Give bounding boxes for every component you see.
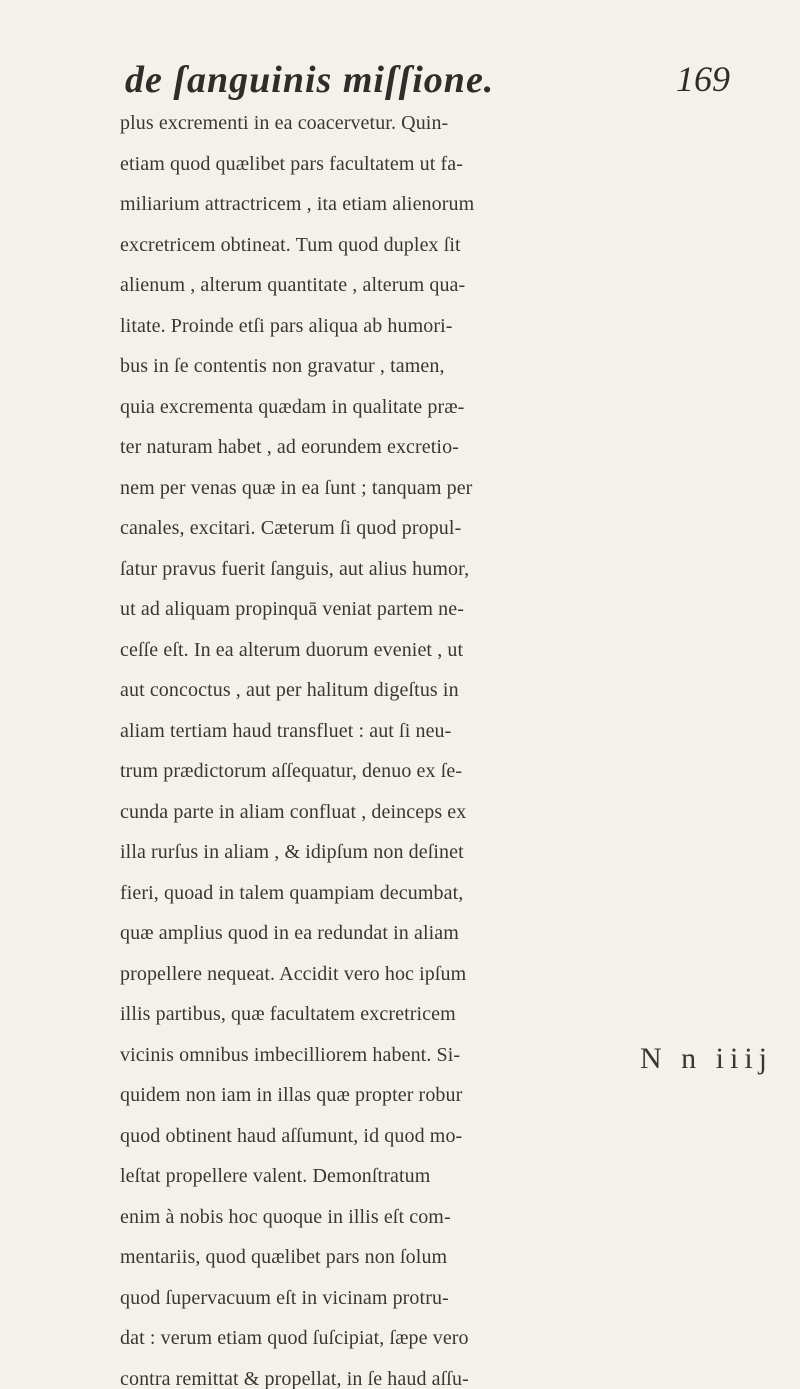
text-line: cunda parte in aliam confluat , deinceps ex: [120, 800, 467, 823]
text-line: excretricem obtineat. Tum quod duplex ſit: [120, 233, 461, 256]
text-line: illis partibus, quæ facultatem excretricem: [120, 1003, 456, 1025]
text-line: plus excrementi in ea coacervetur. Quin-: [120, 112, 449, 134]
text-line: fieri, quoad in talem quampiam decumbat,: [120, 881, 464, 904]
body-text: [120, 103, 800, 1389]
text-line: quod obtinent haud aſſumunt, id quod mo-: [120, 1124, 463, 1147]
text-line: quidem non iam in illas quæ propter robur: [120, 1084, 463, 1106]
text-line: canales, excitari. Cæterum ſi quod propul-: [120, 517, 462, 539]
text-line: trum prædictorum aſſequatur, denuo ex ſe-: [120, 760, 463, 782]
text-line: ceſſe eſt. In ea alterum duorum eveniet , ut: [120, 638, 464, 661]
text-line: leſtat propellere valent. Demonſtratum: [120, 1165, 431, 1187]
text-line: ter naturam habet , ad eorundem excretio-: [120, 436, 459, 458]
running-title: de ſanguinis miſſione.: [125, 59, 495, 101]
page-number: 169: [676, 59, 730, 99]
text-line: illa rurſus in aliam , & idipſum non deſinet: [120, 841, 464, 863]
text-line: quod ſupervacuum eſt in vicinam protru-: [120, 1286, 449, 1309]
text-line: miliarium attractricem , ita etiam alienorum: [120, 193, 475, 215]
text-line: dat : verum etiam quod ſuſcipiat, ſæpe vero: [120, 1327, 469, 1349]
text-line: alienum , alterum quantitate , alterum qua-: [120, 274, 466, 296]
text-line: bus in ſe contentis non gravatur , tamen,: [120, 355, 445, 377]
text-line: nem per venas quæ in ea ſunt ; tanquam per: [120, 476, 473, 499]
text-line: vicinis omnibus imbecilliorem habent. Si-: [120, 1043, 461, 1066]
signature-mark: N n iiij: [640, 1042, 774, 1075]
text-line: ſatur pravus fuerit ſanguis, aut alius humor,: [120, 557, 470, 580]
text-line: contra remittat & propellat, in ſe haud aſſu-: [120, 1367, 469, 1389]
text-line: litate. Proinde etſi pars aliqua ab humori-: [120, 314, 453, 337]
text-line: aliam tertiam haud transfluet : aut ſi neu-: [120, 719, 452, 742]
text-line: quæ amplius quod in ea redundat in aliam: [120, 922, 459, 944]
running-head: [90, 58, 760, 104]
text-line: aut concoctus , aut per halitum digeſtus in: [120, 679, 459, 701]
text-line: quia excrementa quædam in qualitate præ-: [120, 395, 465, 418]
text-line: etiam quod quælibet pars facultatem ut fa-: [120, 152, 463, 175]
text-line: ut ad aliquam propinquā veniat partem ne-: [120, 598, 464, 620]
text-line: mentariis, quod quælibet pars non ſolum: [120, 1246, 448, 1268]
text-line: enim à nobis hoc quoque in illis eſt com-: [120, 1205, 451, 1228]
text-line: propellere nequeat. Accidit vero hoc ipſum: [120, 962, 467, 985]
